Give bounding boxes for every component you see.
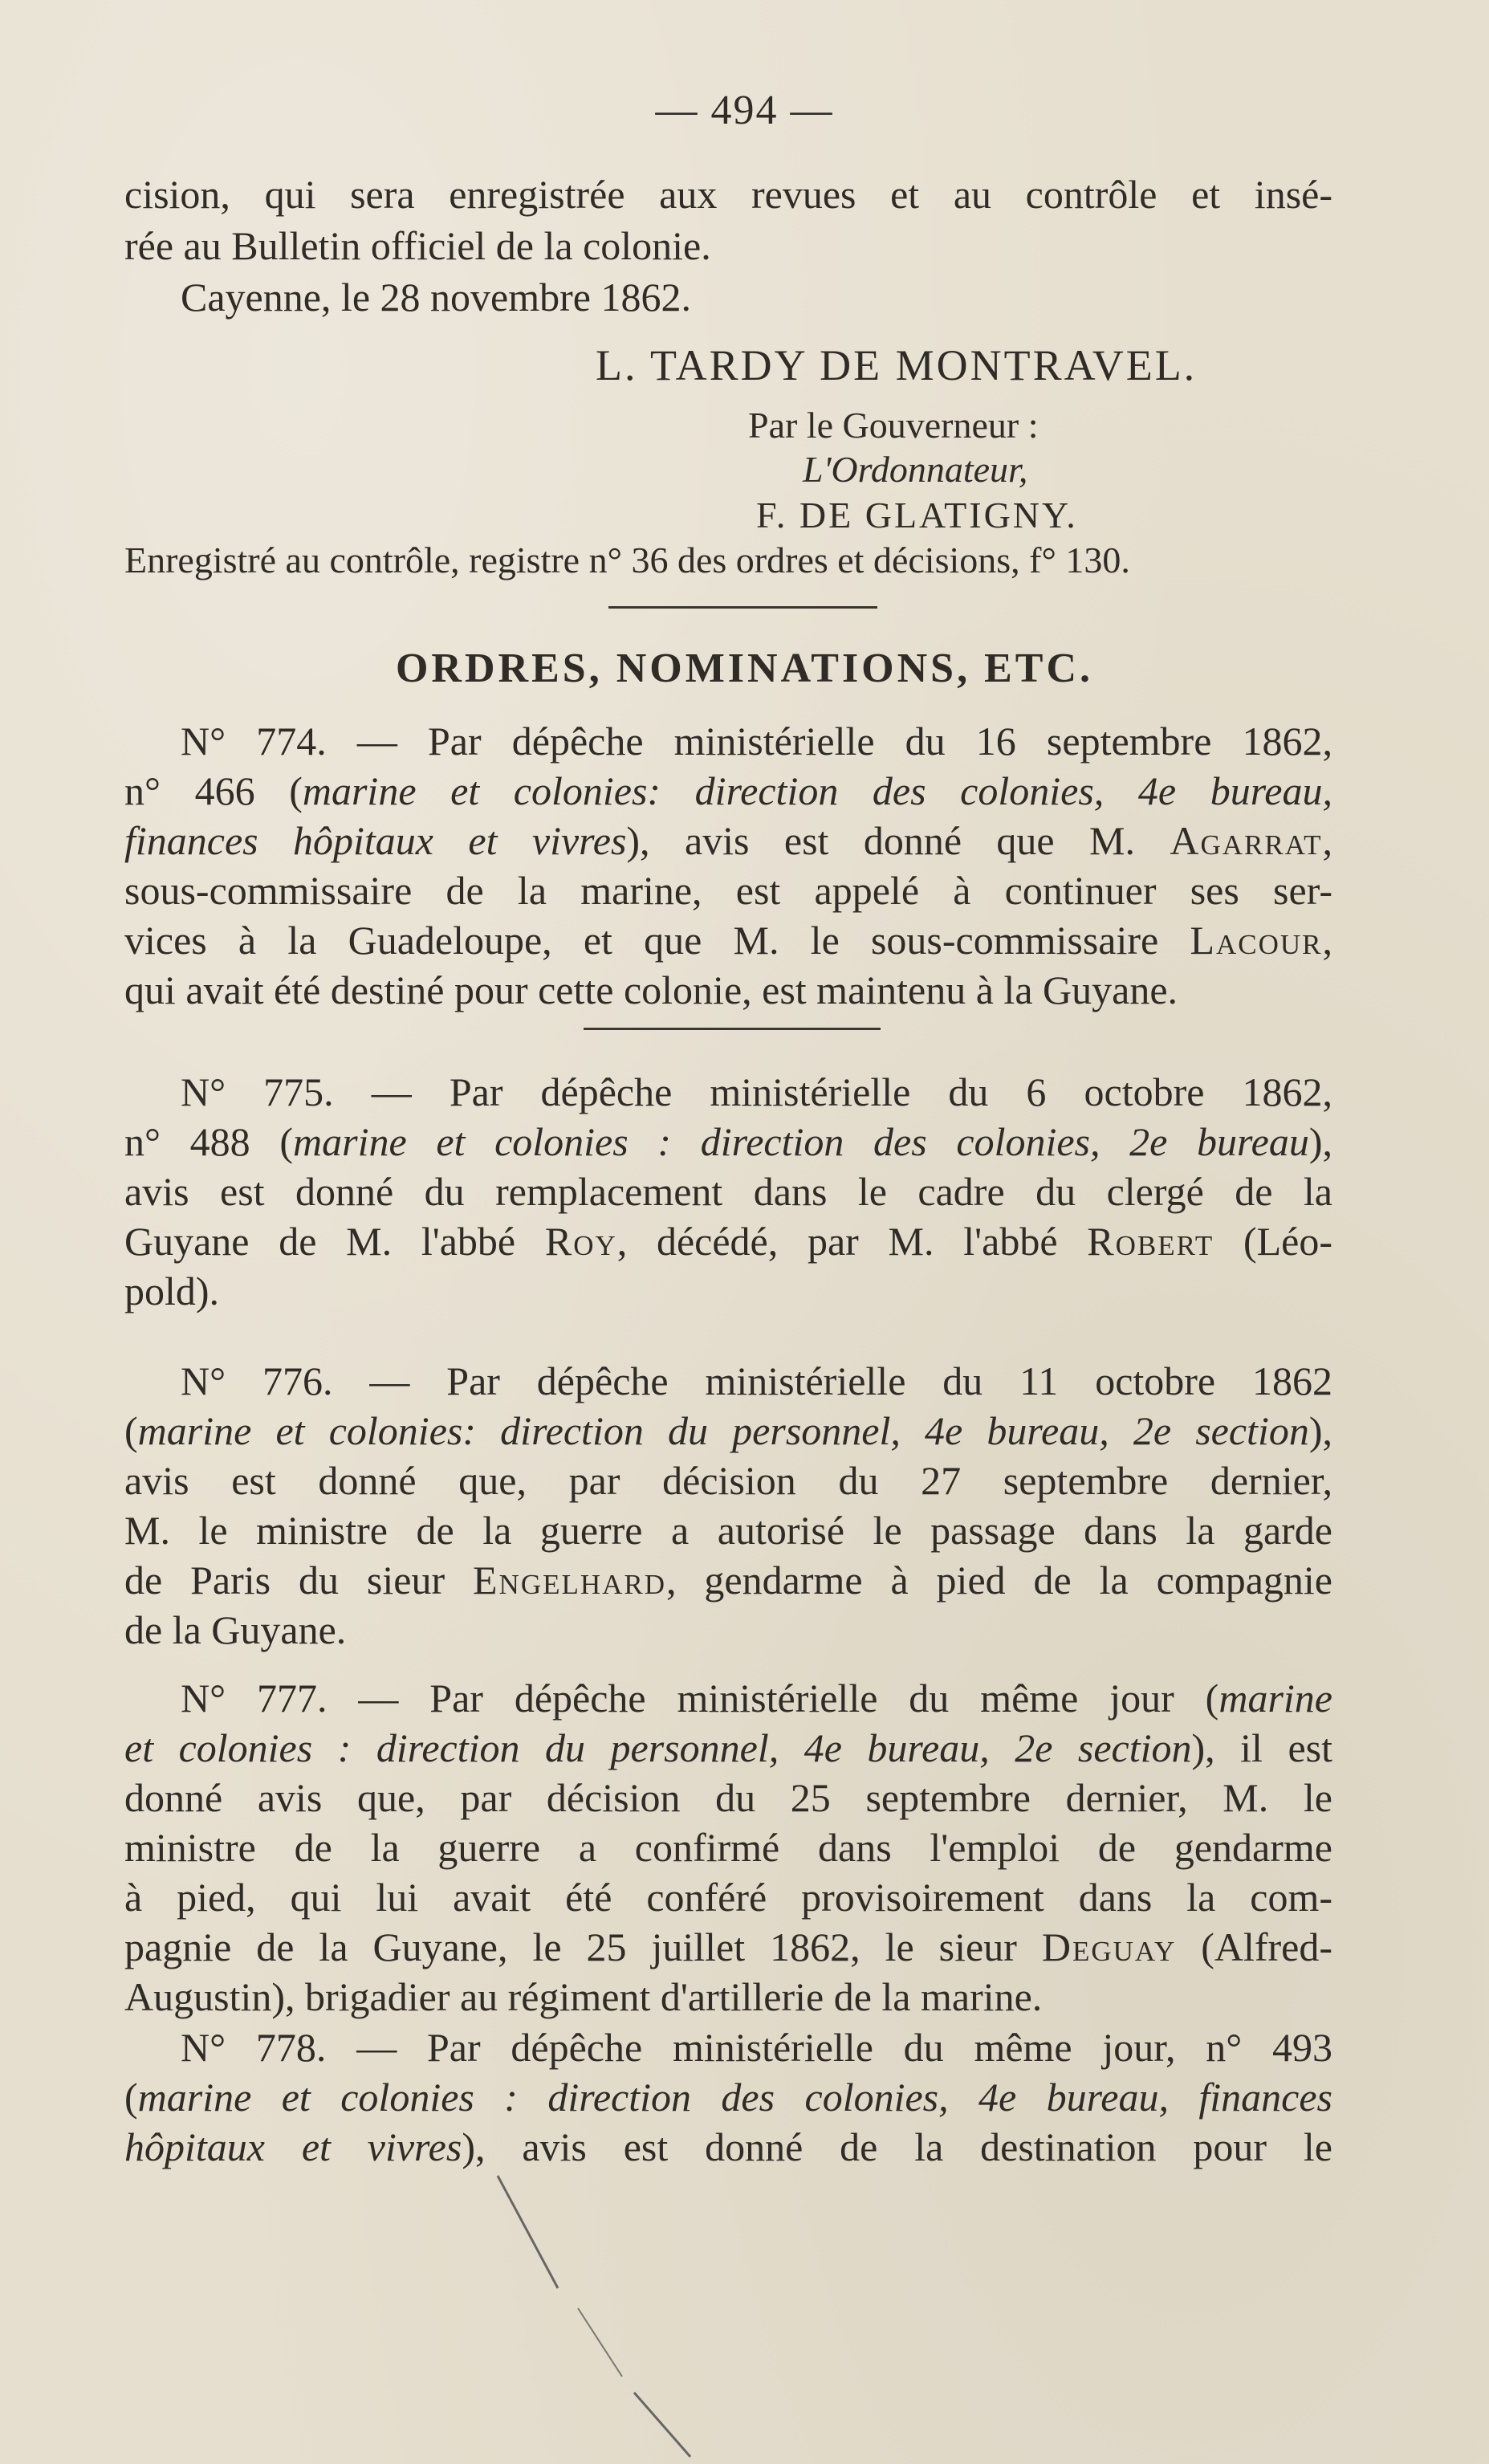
- entry-774-line-6: qui avait été destiné pour cette colonie, est maintenu à la Guyane.: [124, 967, 1178, 1012]
- entry-774-line-4: sous-commissaire de la marine, est appelé à continuer ses ser-: [124, 868, 1332, 913]
- entry-778-line-2: (marine et colonies : direction des colonies, 4e bureau, finances: [124, 2075, 1332, 2120]
- section-heading: ORDRES, NOMINATIONS, ETC.: [395, 646, 1094, 691]
- pen-stroke-3: [634, 2393, 690, 2457]
- entry-776-line-1: N° 776. — Par dépêche ministérielle du 11 octobre 1862: [181, 1358, 1333, 1403]
- signature-name: F. DE GLATIGNY.: [756, 495, 1078, 536]
- entry-777-line-4: ministre de la guerre a confirmé dans l'emploi de gendarme: [124, 1825, 1332, 1870]
- entry-776-line-4: M. le ministre de la guerre a autorisé le passage dans la garde: [124, 1508, 1332, 1553]
- entry-777-line-7: Augustin), brigadier au régiment d'artillerie de la marine.: [124, 1974, 1043, 2019]
- entry-776-line-3: avis est donné que, par décision du 27 septembre dernier,: [124, 1458, 1332, 1503]
- place-date: Cayenne, le 28 novembre 1862.: [181, 275, 691, 320]
- pen-stroke-1: [498, 2176, 558, 2288]
- entry-776-line-5: de Paris du sieur Engelhard, gendarme à pied de la compagnie: [124, 1558, 1332, 1603]
- entry-777-line-5: à pied, qui lui avait été conféré provisoirement dans la com-: [124, 1875, 1332, 1920]
- continuation-line-2: rée au Bulletin officiel de la colonie.: [124, 223, 711, 268]
- entry-778-number: N° 778.: [181, 2025, 327, 2070]
- entry-774-line-3: finances hôpitaux et vivres), avis est donné que M. Agarrat,: [124, 818, 1332, 863]
- page-number: — 494 —: [655, 88, 834, 133]
- entry-775-line-3: avis est donné du remplacement dans le cadre du clergé de la: [124, 1169, 1332, 1214]
- entry-775-line-4: Guyane de M. l'abbé Roy, décédé, par M. l'abbé Robert (Léo-: [124, 1219, 1332, 1264]
- entry-776-line-6: de la Guyane.: [124, 1607, 347, 1652]
- entry-774-number: N° 774.: [181, 719, 327, 764]
- entry-776-number: N° 776.: [181, 1358, 333, 1403]
- entry-775-line-5: pold).: [124, 1269, 220, 1313]
- signature-role: L'Ordonnateur,: [803, 449, 1028, 490]
- entry-777-number: N° 777.: [181, 1676, 327, 1721]
- entry-776-line-2: (marine et colonies: direction du personnel, 4e bureau, 2e section),: [124, 1408, 1332, 1453]
- governor-signature: L. TARDY DE MONTRAVEL.: [596, 341, 1198, 389]
- entry-777-line-3: donné avis que, par décision du 25 septembre dernier, M. le: [124, 1775, 1332, 1820]
- entry-777-line-1: N° 777. — Par dépêche ministérielle du même jour (marine: [181, 1676, 1332, 1721]
- divider-rule-2: [584, 1028, 881, 1030]
- pen-stroke-2: [578, 2308, 622, 2376]
- entry-774-line-2: n° 466 (marine et colonies: direction des colonies, 4e bureau,: [124, 768, 1333, 813]
- signature-by-line: Par le Gouverneur :: [748, 405, 1039, 446]
- entry-775-line-1: N° 775. — Par dépêche ministérielle du 6 octobre 1862,: [181, 1069, 1332, 1114]
- entry-775-number: N° 775.: [181, 1069, 334, 1114]
- entry-775-line-2: n° 488 (marine et colonies : direction des colonies, 2e bureau),: [124, 1119, 1332, 1164]
- pen-stroke-mark: [482, 2168, 722, 2464]
- entry-777-line-6: pagnie de la Guyane, le 25 juillet 1862, le sieur Deguay (Alfred-: [124, 1924, 1333, 1969]
- entry-777-line-2: et colonies : direction du personnel, 4e bureau, 2e section), il est: [124, 1725, 1332, 1770]
- registration-line: Enregistré au contrôle, registre n° 36 des ordres et décisions, f° 130.: [124, 540, 1130, 580]
- entry-774-line-5: vices à la Guadeloupe, et que M. le sous-commissaire Lacour,: [124, 918, 1332, 963]
- continuation-line-1: cision, qui sera enregistrée aux revues et au contrôle et insé-: [124, 172, 1332, 217]
- entry-778-line-1: N° 778. — Par dépêche ministérielle du même jour, n° 493: [181, 2025, 1332, 2070]
- entry-778-line-3: hôpitaux et vivres), avis est donné de la destination pour le: [124, 2124, 1332, 2169]
- entry-774-line-1: N° 774. — Par dépêche ministérielle du 16 septembre 1862,: [181, 719, 1333, 764]
- divider-rule: [608, 606, 877, 609]
